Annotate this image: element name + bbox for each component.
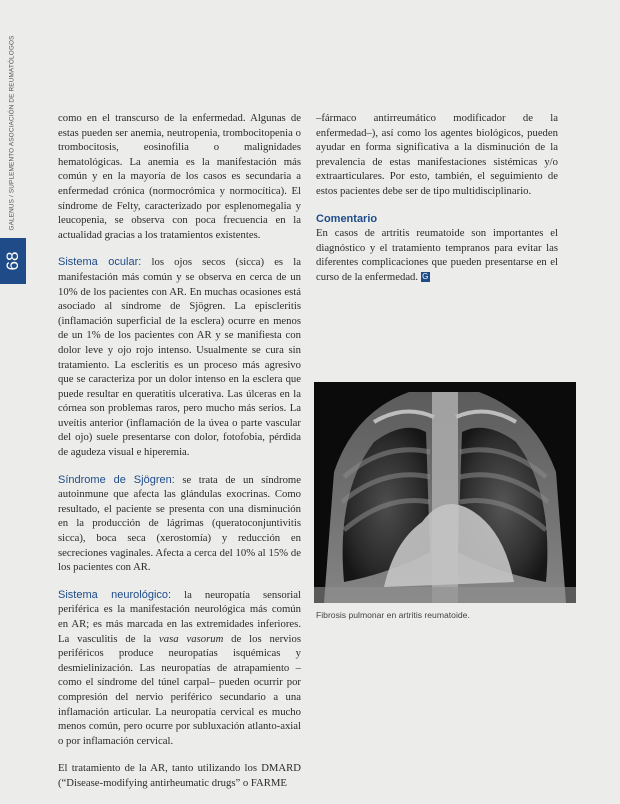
page-number: 68	[3, 251, 22, 271]
heading-neuro: Sistema neurológico:	[58, 588, 172, 601]
paragraph-hematologic: como en el transcurso de la enfermedad. Algunas de estas pueden ser anemia, neutropenia, trombocitopenia o trombocitosis, eosinofilia o malignidades hematológicas. La anemia es la manifestación más común y en la mayoría de los casos es secundaria a enfermedad crónica (normocrómica y normocítica). El síndrome de Felty, caracterizado por esplenomegalia y leucopenia, se observa con poca frecuencia en la actualidad gracias a los tratamientos existentes.	[58, 112, 301, 241]
running-head: GALENUS / SUPLEMENTO ASOCIACIÓN DE REUMATÓLOGOS	[8, 35, 16, 231]
heading-ocular: Sistema ocular:	[58, 256, 142, 269]
text-sjogren: se trata de un síndrome autoinmune que afecta las glándulas exocrinas. Como resultado, el paciente se presenta con una disminución en la producción de lágrimas (queratoconjuntivitis sicca), boca seca (xerostomía) y reducción en secreciones vaginales. Afecta a cerca del 10% al 15% de los pacientes con AR.	[58, 473, 301, 574]
paragraph-sjogren	[58, 473, 301, 575]
paragraph-treatment: El tratamiento de la AR, tanto utilizando los DMARD (“Disease-modifying antirheumatic drugs” o FARME	[58, 762, 301, 789]
paragraph-ocular	[58, 255, 301, 459]
xray-illustration	[314, 382, 576, 603]
end-mark-icon: G	[422, 272, 429, 282]
paragraph-neuro	[58, 588, 301, 749]
text-comentario: En casos de artritis reumatoide son importantes el diagnóstico y el tratamiento tempranos para evitar las diferentes complicaciones que pueden presentarse en el curso de la enfermedad.	[316, 227, 558, 283]
left-column	[58, 111, 301, 804]
text-neuro-b: de los nervios periféricos produce neuropatías isquémicas y desmielinización. Las neuropatías de atrapamiento –como el síndrome del túnel carpal– pueden ocurrir por compresión del nervio periférico secundario a una inflamación articular. La neuropatía cervical es mucho menos común, pero ocurre por subluxación atlanto-axial o por inflamación cervical.	[58, 632, 301, 747]
heading-sjogren: Síndrome de Sjögren:	[58, 473, 175, 486]
text-neuro-a: la neuropatía sensorial periférica es la manifestación neurológica más común en AR; es más marcada en las extremidades inferiores. La vasculitis de la	[58, 588, 301, 645]
heading-comentario: Comentario	[316, 212, 378, 225]
text-ocular: los ojos secos (sicca) es la manifestación más común y se observa en cerca de un 10% de los pacientes con AR. En muchas ocasiones está asociado al síndrome de Sjögren. La episcleritis (inflamación superficial de la esclera) ocurre en menos de un 1% de los pacientes con AR y se manifiesta con dolor leve y ojo rojo intenso. Usualmente se cura sin tratamiento. La escleritis es un proceso más agresivo que se caracteriza por un dolor intenso en la esclera que puede resultar en queratitis ulcerativa. Las úlceras en la córnea son problemas raros, pero mucho más serios. La uveítis anterior (inflamación de la úvea o parte vascular del ojo) suele presentarse con dolor, fotofobia, pérdida de agudeza visual e hiperemia.	[58, 256, 301, 459]
chest-xray-image	[314, 382, 576, 603]
paragraph-comentario	[316, 226, 558, 284]
page-number-tab	[0, 238, 26, 284]
right-column	[316, 111, 558, 298]
figure-caption: Fibrosis pulmonar en artritis reumatoide.	[316, 610, 470, 620]
paragraph-continuation: –fármaco antirreumático modificador de la enfermedad–), así como los agentes biológicos, pueden ayudar en forma significativa a la disminución de la prevalencia de estas manifestaciones sistémicas y/o extraarticulares. Por esto, también, el seguimiento de estos pacientes debe ser de tipo multidisciplinario.	[316, 112, 558, 197]
text-neuro-italic: vasa vasorum	[159, 632, 224, 645]
